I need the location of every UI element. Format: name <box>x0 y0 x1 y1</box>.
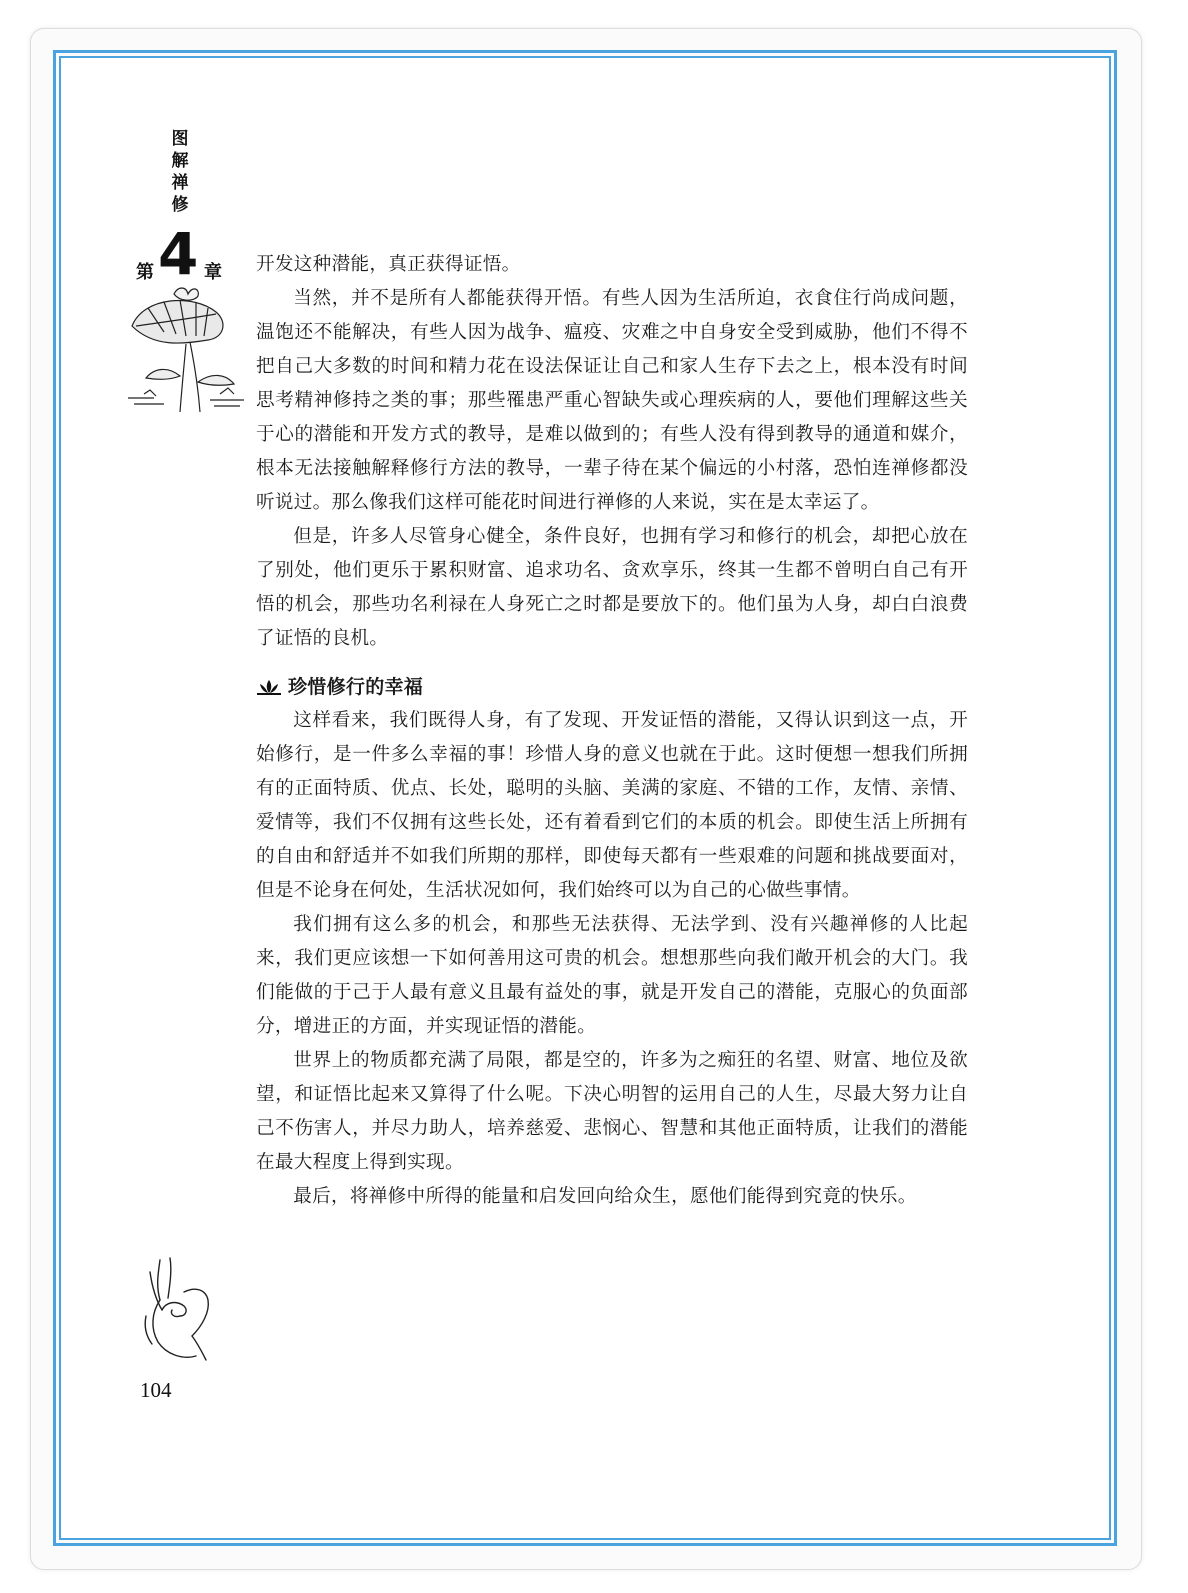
paragraph: 世界上的物质都充满了局限，都是空的，许多为之痴狂的名望、财富、地位及欲望，和证悟比起来又算得了什么呢。下决心明智的运用自己的人生，尽最大努力让自己不伤害人，并尽力助人，培养慈爱、悲悯心、智慧和其他正面特质，让我们的潜能在最大程度上得到实现。 <box>256 1050 968 1173</box>
paragraph: 这样看来，我们既得人身，有了发现、开发证悟的潜能，又得认识到这一点，开始修行，是一件多么幸福的事！珍惜人身的意义也就在于此。这时便想一想我们所拥有的正面特质、优点、长处，聪明的头脑、美满的家庭、不错的工作，友情、亲情、爱情等，我们不仅拥有这些长处，还有着看到它们的本质的机会。即使生活上所拥有的自由和舒适并不如我们所期的那样，即使每天都有一些艰难的问题和挑战要面对，但是不论身在何处，生活状况如何，我们始终可以为自己的心做些事情。 <box>256 710 968 901</box>
body-text <box>256 248 968 1214</box>
hand-mudra-illustration <box>140 1256 216 1362</box>
running-title-char: 禅 <box>171 173 189 193</box>
paragraph: 开发这种潜能，真正获得证悟。 <box>256 254 521 275</box>
chapter-number: 4 <box>158 220 199 288</box>
section-heading <box>256 670 968 704</box>
paragraph: 最后，将禅修中所得的能量和启发回向给众生，愿他们能得到究竟的快乐。 <box>293 1186 917 1207</box>
running-title-char: 修 <box>171 195 189 215</box>
running-title-char: 图 <box>171 129 189 149</box>
chapter-prefix: 第 <box>136 262 154 283</box>
chapter-suffix: 章 <box>204 262 222 283</box>
page-number: 104 <box>140 1378 172 1402</box>
lotus-icon <box>256 678 282 696</box>
running-title <box>168 128 192 216</box>
running-title-char: 解 <box>171 151 189 171</box>
paragraph: 我们拥有这么多的机会，和那些无法获得、无法学到、没有兴趣禅修的人比起来，我们更应该想一下如何善用这可贵的机会。想想那些向我们敞开机会的大门。我们能做的于己于人最有意义且最有益处的事，就是开发自己的潜能，克服心的负面部分，增进正的方面，并实现证悟的潜能。 <box>256 914 968 1037</box>
paragraph: 当然，并不是所有人都能获得开悟。有些人因为生活所迫，衣食住行尚成问题，温饱还不能解决，有些人因为战争、瘟疫、灾难之中自身安全受到威胁，他们不得不把自己大多数的时间和精力花在设法保证让自己和家人生存下去之上，根本没有时间思考精神修持之类的事；那些罹患严重心智缺失或心理疾病的人，要他们理解这些关于心的潜能和开发方式的教导，是难以做到的；有些人没有得到教导的通道和媒介，根本无法接触解释修行方法的教导，一辈子待在某个偏远的小村落，恐怕连禅修都没听说过。那么像我们这样可能花时间进行禅修的人来说，实在是太幸运了。 <box>256 288 968 513</box>
section-heading-text: 珍惜修行的幸福 <box>288 676 424 698</box>
lotus-illustration <box>124 286 250 414</box>
paragraph: 但是，许多人尽管身心健全，条件良好，也拥有学习和修行的机会，却把心放在了别处，他们更乐于累积财富、追求功名、贪欢享乐，终其一生都不曾明白自己有开悟的机会，那些功名利禄在人身死亡之时都是要放下的。他们虽为人身，却白白浪费了证悟的良机。 <box>256 526 968 649</box>
